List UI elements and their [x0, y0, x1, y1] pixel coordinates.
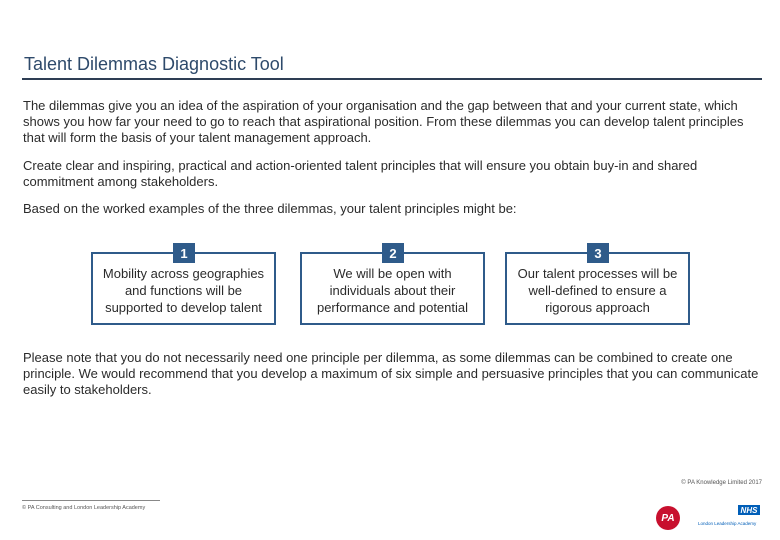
- principle-number-3: 3: [587, 243, 609, 263]
- copyright-notice-right: © PA Knowledge Limited 2017: [681, 480, 762, 486]
- guidance-paragraph: Create clear and inspiring, practical and action-oriented talent principles that will ensure you obtain buy-in and shared commitment among stakeholders.: [23, 158, 698, 189]
- principle-text-2: We will be open with individuals about their performance and potential: [316, 266, 469, 315]
- title-divider: [22, 78, 762, 80]
- note-paragraph: Please note that you do not necessarily need one principle per dilemma, as some dilemmas can be combined to create one principle. We would recommend that you develop a maximum of six simple and persuasive principles that you can communicate easily to stakeholders.: [23, 350, 759, 397]
- page-title: Talent Dilemmas Diagnostic Tool: [24, 54, 284, 74]
- principle-text-1: Mobility across geographies and functions will be supported to develop talent: [102, 266, 265, 315]
- principle-number-2: 2: [382, 243, 404, 263]
- principle-text-3: Our talent processes will be well-defined to ensure a rigorous approach: [517, 266, 678, 315]
- nhs-subtitle: London Leadership Academy: [698, 521, 757, 526]
- copyright-notice-left: © PA Consulting and London Leadership Academy: [22, 505, 146, 511]
- footer-divider: [22, 500, 160, 501]
- intro-paragraph: The dilemmas give you an idea of the aspiration of your organisation and the gap between that and your current state, which shows you how far your need to go to reach that aspirational position. From these dilemmas you can develop talent principles that will form the basis of your talent management approach.: [23, 98, 744, 145]
- principle-number-1: 1: [173, 243, 195, 263]
- examples-lead-paragraph: Based on the worked examples of the three dilemmas, your talent principles might be:: [23, 201, 517, 216]
- nhs-logo-icon: NHS: [738, 505, 760, 515]
- pa-logo-icon: PA: [656, 506, 680, 530]
